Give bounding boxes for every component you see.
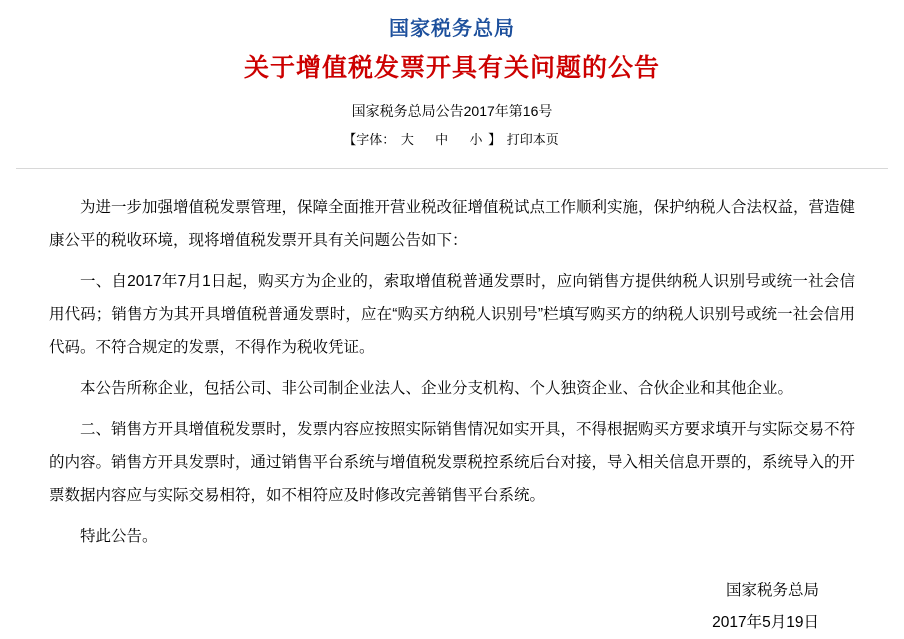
font-size-label-close: 】: [488, 132, 502, 147]
signature-organization: 国家税务总局: [725, 582, 819, 599]
print-page-link[interactable]: 打印本页: [506, 132, 559, 147]
document-number: 国家税务总局公告2017年第16号: [351, 103, 553, 119]
document-signature: [49, 561, 855, 639]
document-body: [49, 169, 855, 553]
font-size-toolbar: [0, 128, 904, 152]
body-paragraph: 二、销售方开具增值税发票时，发票内容应按照实际销售情况如实开具，不得根据购买方要求填开与实际交易不符的内容。销售方开具发票时，通过销售平台系统与增值税发票税控系统后台对接，导入相关信息开票的，系统导入的开票数据内容应与实际交易相符，如不相符应及时修改完善销售平台系统。: [49, 421, 856, 504]
body-paragraph: 特此公告。: [80, 528, 158, 545]
font-size-label: 【字体：: [343, 132, 396, 147]
signature-date: 2017年5月19日: [712, 614, 819, 631]
body-paragraph: 本公告所称企业，包括公司、非公司制企业法人、企业分支机构、个人独资企业、合伙企业和其他企业。: [80, 380, 794, 397]
issuing-organization-title: 国家税务总局: [389, 18, 515, 40]
page-title: 关于增值税发票开具有关问题的公告: [243, 54, 660, 82]
font-size-large-link[interactable]: 大: [400, 132, 414, 147]
font-size-medium-link[interactable]: 中: [435, 132, 449, 147]
body-paragraph: 一、自2017年7月1日起，购买方为企业的，索取增值税普通发票时，应向销售方提供纳税人识别号或统一社会信用代码；销售方为其开具增值税普通发票时，应在“购买方纳税人识别号”栏填写购买方的纳税人识别号或统一社会信用代码。不符合规定的发票，不得作为税收凭证。: [49, 273, 855, 356]
font-size-small-link[interactable]: 小: [469, 132, 483, 147]
body-paragraph: 为进一步加强增值税发票管理，保障全面推开营业税改征增值税试点工作顺利实施，保护纳税人合法权益，营造健康公平的税收环境，现将增值税发票开具有关问题公告如下：: [49, 199, 856, 249]
document-header: [0, 0, 904, 152]
